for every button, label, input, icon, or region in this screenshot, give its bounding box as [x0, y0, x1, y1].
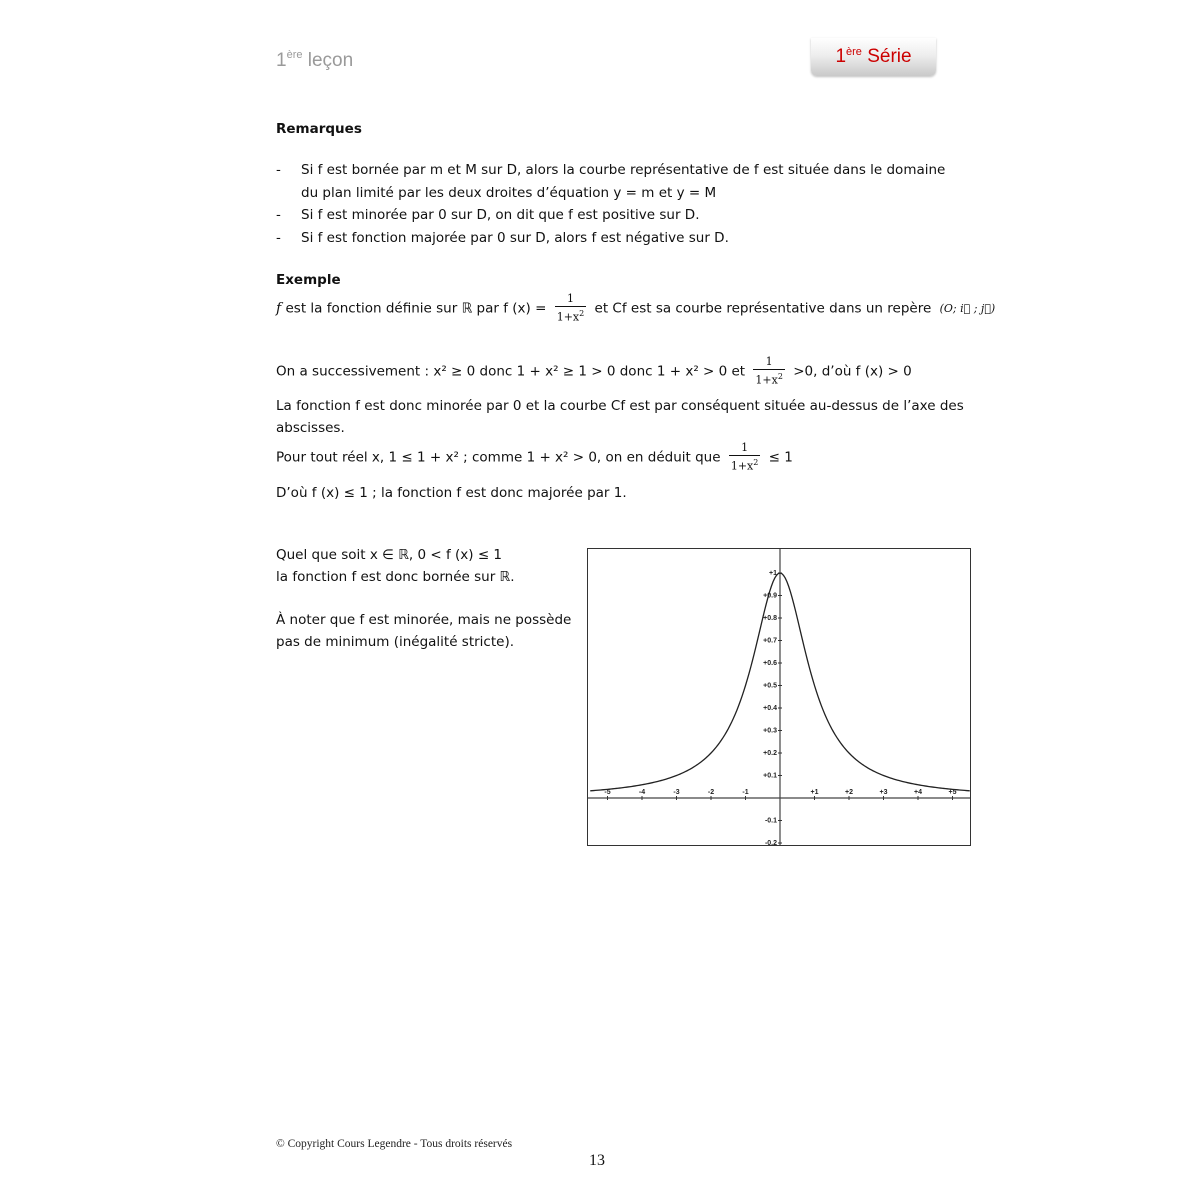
lesson-number: 1: [276, 50, 287, 71]
y-tick-label: +0.2: [763, 750, 777, 757]
f-symbol: f: [276, 300, 282, 317]
definition-line: [276, 292, 995, 325]
fraction: $\frac{1}{1+x^2}$: [755, 355, 783, 387]
fraction-numerator: 1: [566, 292, 574, 305]
y-tick-label: +0.3: [763, 727, 777, 735]
remark-text: Si f est fonction majorée par 0 sur D, alors f est négative sur D.: [301, 230, 729, 246]
y-tick-label: +0.5: [763, 682, 777, 690]
noter-line-2: pas de minimum (inégalité stricte).: [276, 634, 515, 650]
y-tick-label: -0.1: [764, 817, 777, 825]
x-tick-label: +1: [810, 789, 819, 796]
remark-text: Si f est minorée par 0 sur D, on dit que f est positive sur D.: [301, 207, 700, 223]
fraction: [555, 292, 587, 325]
lesson-suffix: ère: [286, 49, 303, 61]
y-tick-label: +0.4: [763, 705, 777, 712]
definition-post: et Cf est sa courbe représentative dans un repère: [594, 300, 932, 317]
pour-tout-pre: Pour tout réel x, 1 ≤ 1 + x² ; comme 1 + x² > 0, on en déduit que: [276, 449, 721, 466]
lesson-word: leçon: [307, 50, 354, 71]
pour-tout-post: ≤ 1: [768, 449, 793, 466]
minoree-line: La fonction f est donc minorée par 0 et la courbe Cf est par conséquent située au-dessus de l’axe des: [276, 398, 964, 414]
series-number: 1: [835, 46, 847, 67]
page-number: 13: [589, 1152, 605, 1169]
y-tick-label: +0.8: [763, 615, 777, 622]
successivement-post: >0, d’où f (x) > 0: [793, 363, 912, 380]
noter-line: À noter que f est minorée, mais ne possède: [276, 612, 572, 628]
function-graph: [587, 548, 971, 846]
y-tick-label: +0.7: [763, 637, 777, 645]
x-tick-label: -2: [707, 789, 715, 796]
x-tick-label: -5: [604, 789, 611, 796]
x-tick-label: +4: [914, 789, 922, 796]
bullet-dash: -: [276, 162, 281, 178]
y-tick-label: +1: [769, 570, 777, 577]
successivement-line: [276, 355, 912, 388]
bullet-dash: -: [276, 230, 281, 246]
exemple-heading: Exemple: [276, 272, 341, 288]
definition-pre: est la fonction définie sur ℝ par: [285, 300, 499, 317]
y-tick-label: +0.9: [763, 592, 777, 600]
dou-line: D’où f (x) ≤ 1 ; la fonction f est donc majorée par 1.: [276, 485, 627, 501]
remarques-heading: Remarques: [276, 121, 362, 137]
y-tick-label: +0.1: [763, 772, 777, 780]
x-tick-label: +3: [879, 789, 888, 796]
bornee-line: la fonction f est donc bornée sur ℝ.: [276, 569, 515, 585]
y-tick-label: +0.6: [763, 660, 777, 667]
x-tick-label: -1: [742, 789, 749, 796]
repere: (O; i⃗ ; j⃗): [939, 302, 996, 316]
series-badge: [811, 38, 936, 76]
y-tick-label: -0.2: [764, 840, 777, 845]
x-tick-label: -3: [673, 789, 680, 796]
quel-que-line: Quel que soit x ∈ ℝ, 0 < f (x) ≤ 1: [276, 547, 503, 563]
fraction-denominator: $1+x^2$: [555, 306, 587, 325]
x-tick-label: -4: [638, 789, 646, 796]
successivement-pre: On a successivement : x² ≥ 0 donc 1 + x² ≥ 1 > 0 donc 1 + x² > 0 et: [276, 363, 746, 380]
fraction: $\frac{1}{1+x^2}$: [730, 441, 759, 473]
series-suffix: ère: [846, 46, 862, 58]
bullet-dash: -: [276, 207, 281, 223]
lesson-header: [276, 50, 353, 72]
copyright: © Copyright Cours Legendre - Tous droits réservés: [276, 1138, 513, 1150]
series-word: Série: [867, 46, 912, 67]
remark-text: du plan limité par les deux droites d’équation y = m et y = M: [301, 185, 717, 201]
graph-canvas: [588, 549, 970, 845]
pour-tout-line: [276, 441, 793, 474]
x-tick-label: +5: [948, 789, 957, 796]
x-tick-label: +2: [845, 789, 853, 796]
definition-fx: f (x) =: [503, 300, 547, 317]
remark-text: Si f est bornée par m et M sur D, alors la courbe représentative de f est située dans le domaine: [301, 162, 946, 178]
minoree-line-2: abscisses.: [276, 420, 345, 436]
